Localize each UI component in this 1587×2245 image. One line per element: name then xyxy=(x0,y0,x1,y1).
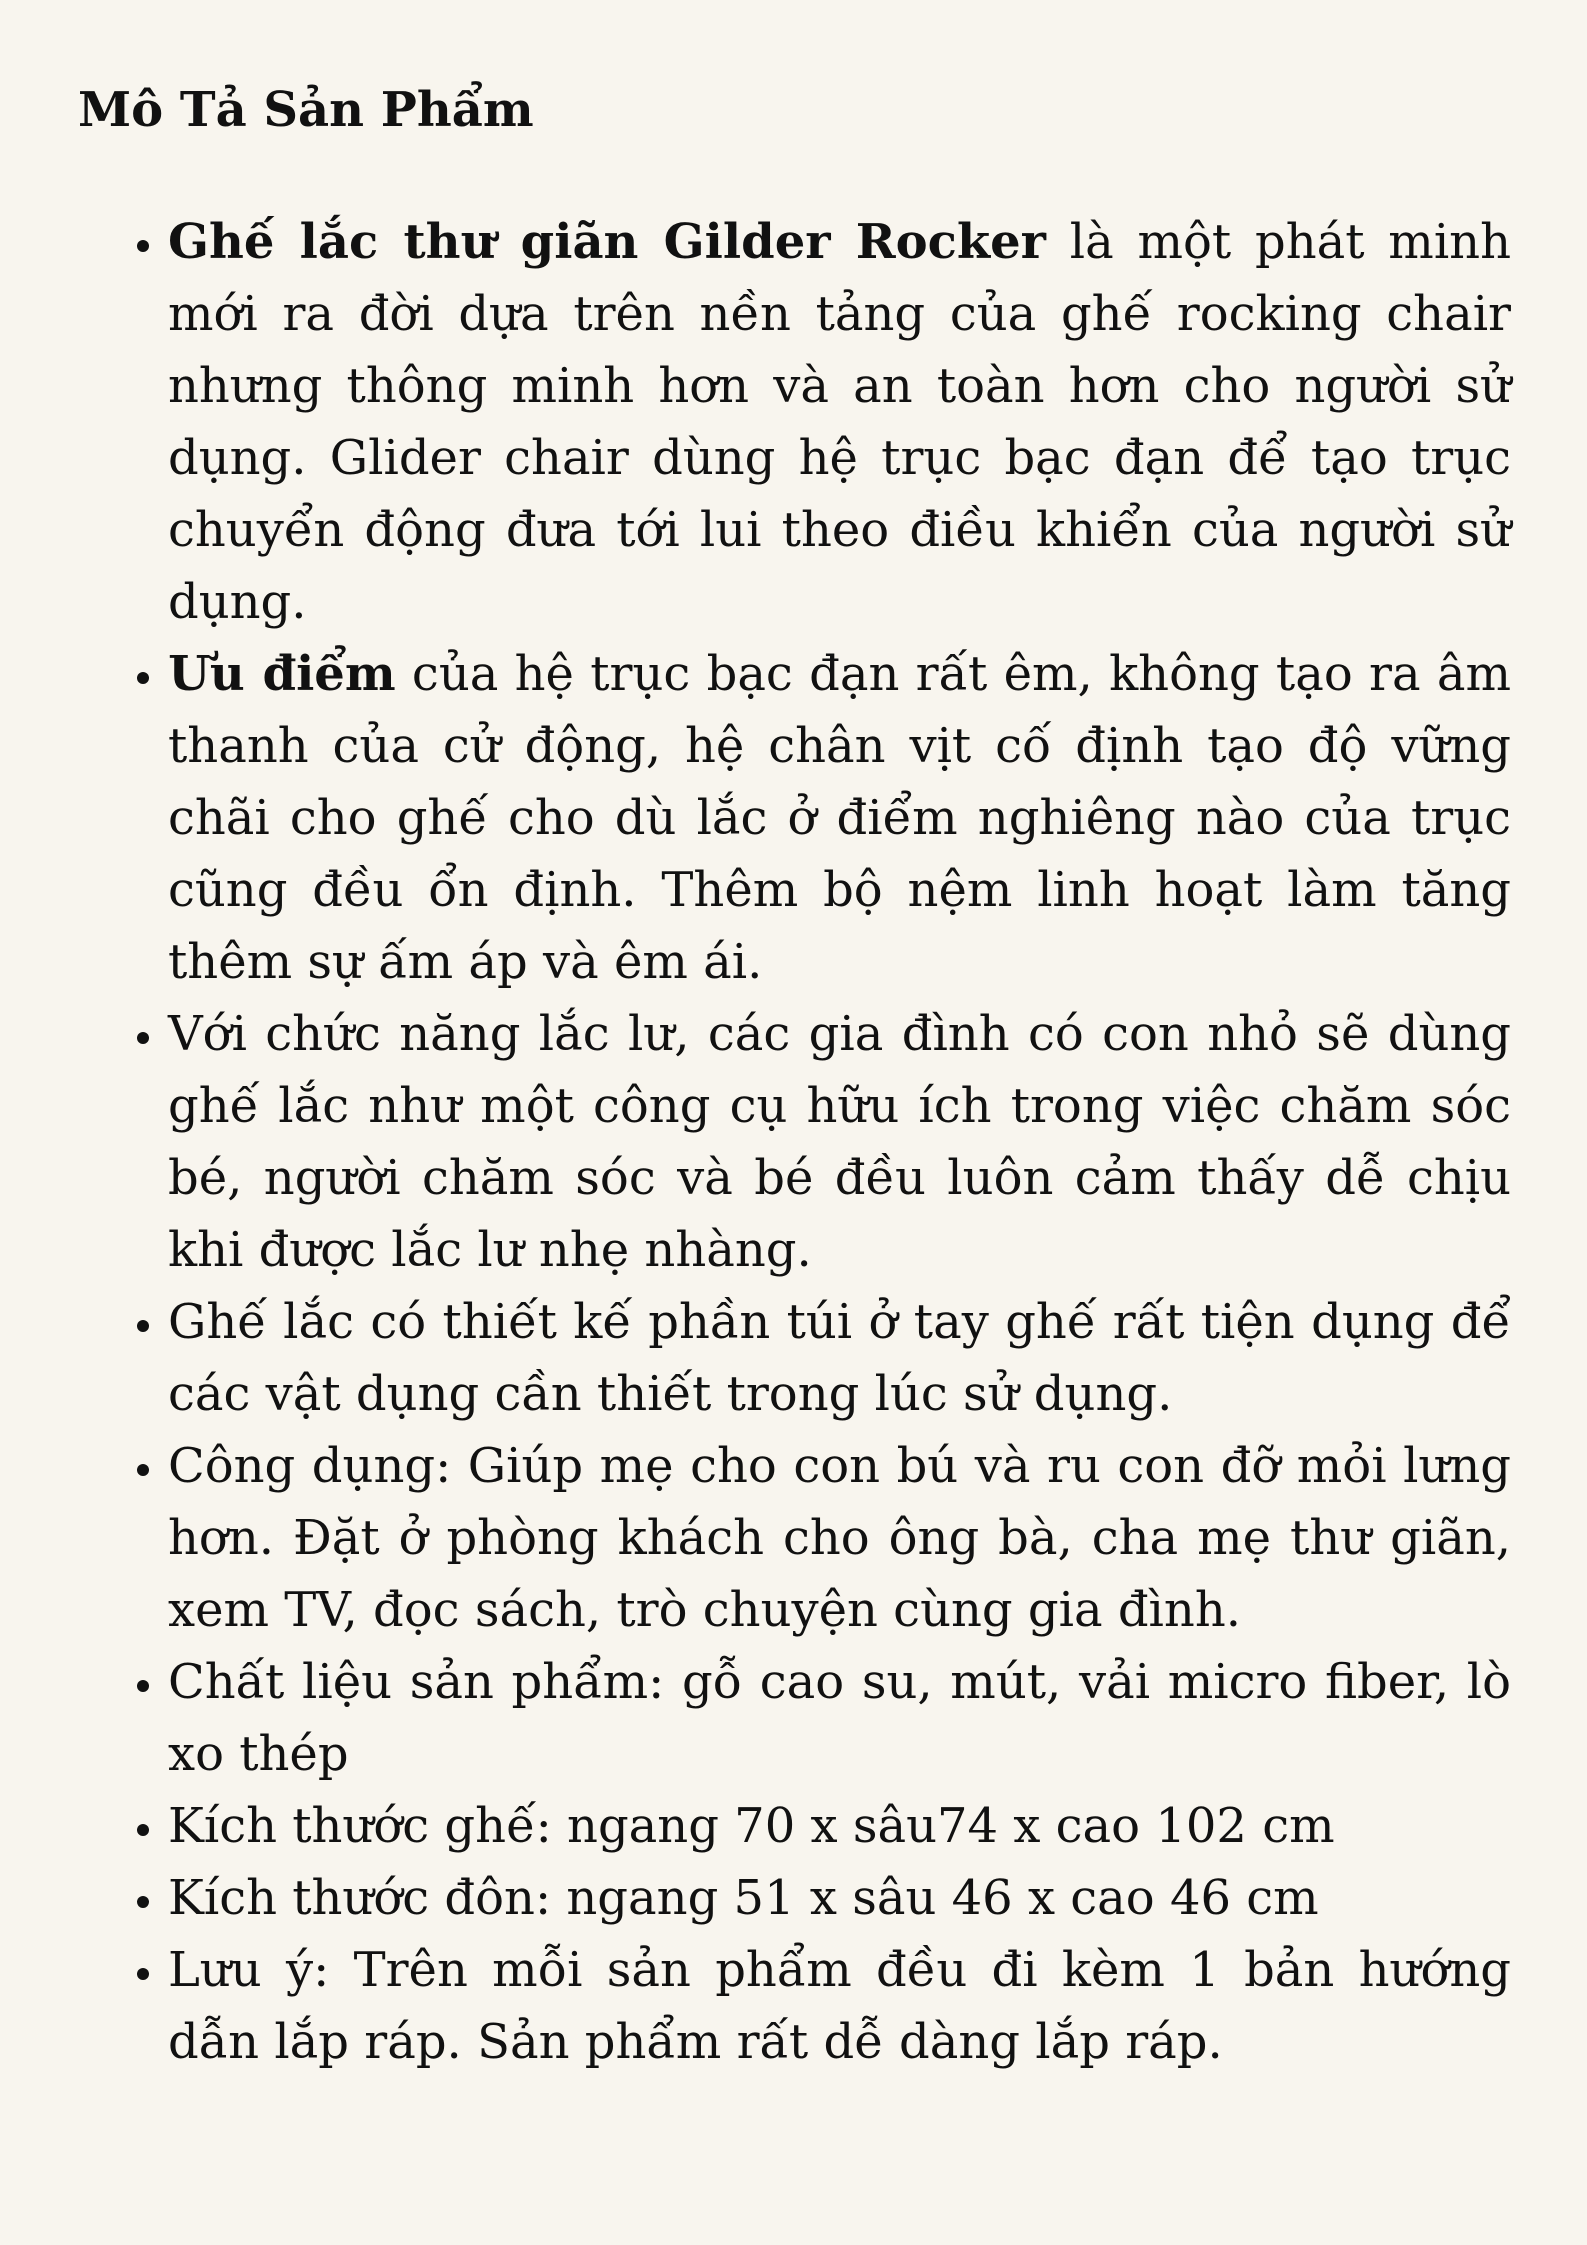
list-item-overview xyxy=(168,206,1511,638)
list-item-note xyxy=(168,1934,1511,2078)
list-item-advantages xyxy=(168,638,1511,998)
item-text: Kích thước đôn: ngang 51 x sâu 46 x cao 46 cm xyxy=(168,1870,1319,1926)
item-text: Kích thước ghế: ngang 70 x sâu74 x cao 102 cm xyxy=(168,1798,1335,1854)
list-item-rocking-function xyxy=(168,998,1511,1286)
item-text: Ghế lắc có thiết kế phần túi ở tay ghế rất tiện dụng để các vật dụng cần thiết trong lúc sử dụng. xyxy=(168,1294,1511,1422)
item-lead: Ưu điểm xyxy=(168,646,396,702)
item-text: Lưu ý: Trên mỗi sản phẩm đều đi kèm 1 bản hướng dẫn lắp ráp. Sản phẩm rất dễ dàng lắp ráp. xyxy=(168,1942,1511,2070)
item-text: là một phát minh mới ra đời dựa trên nền tảng của ghế rocking chair nhưng thông minh hơn và an toàn hơn cho người sử dụng. Glider chair dùng hệ trục bạc đạn để tạo trục chuyển động đưa tới lui theo điều khiển của người sử dụng. xyxy=(168,214,1511,630)
description-list xyxy=(78,206,1511,2078)
item-text: Chất liệu sản phẩm: gỗ cao su, mút, vải micro fiber, lò xo thép xyxy=(168,1654,1511,1782)
item-text: Với chức năng lắc lư, các gia đình có con nhỏ sẽ dùng ghế lắc như một công cụ hữu ích trong việc chăm sóc bé, người chăm sóc và bé đều luôn cảm thấy dễ chịu khi được lắc lư nhẹ nhàng. xyxy=(168,1006,1511,1278)
list-item-chair-size xyxy=(168,1790,1511,1862)
item-text: Công dụng: Giúp mẹ cho con bú và ru con đỡ mỏi lưng hơn. Đặt ở phòng khách cho ông bà, cha mẹ thư giãn, xem TV, đọc sách, trò chuyện cùng gia đình. xyxy=(168,1438,1511,1638)
item-text: của hệ trục bạc đạn rất êm, không tạo ra âm thanh của cử động, hệ chân vịt cố định tạo độ vững chãi cho ghế cho dù lắc ở điểm nghiêng nào của trục cũng đều ổn định. Thêm bộ nệm linh hoạt làm tăng thêm sự ấm áp và êm ái. xyxy=(168,646,1512,990)
list-item-usage xyxy=(168,1430,1511,1646)
list-item-armrest-pocket xyxy=(168,1286,1511,1430)
list-item-ottoman-size xyxy=(168,1862,1511,1934)
page-title: Mô Tả Sản Phẩm xyxy=(78,82,534,138)
list-item-material xyxy=(168,1646,1511,1790)
item-lead: Ghế lắc thư giãn Gilder Rocker xyxy=(168,214,1046,270)
